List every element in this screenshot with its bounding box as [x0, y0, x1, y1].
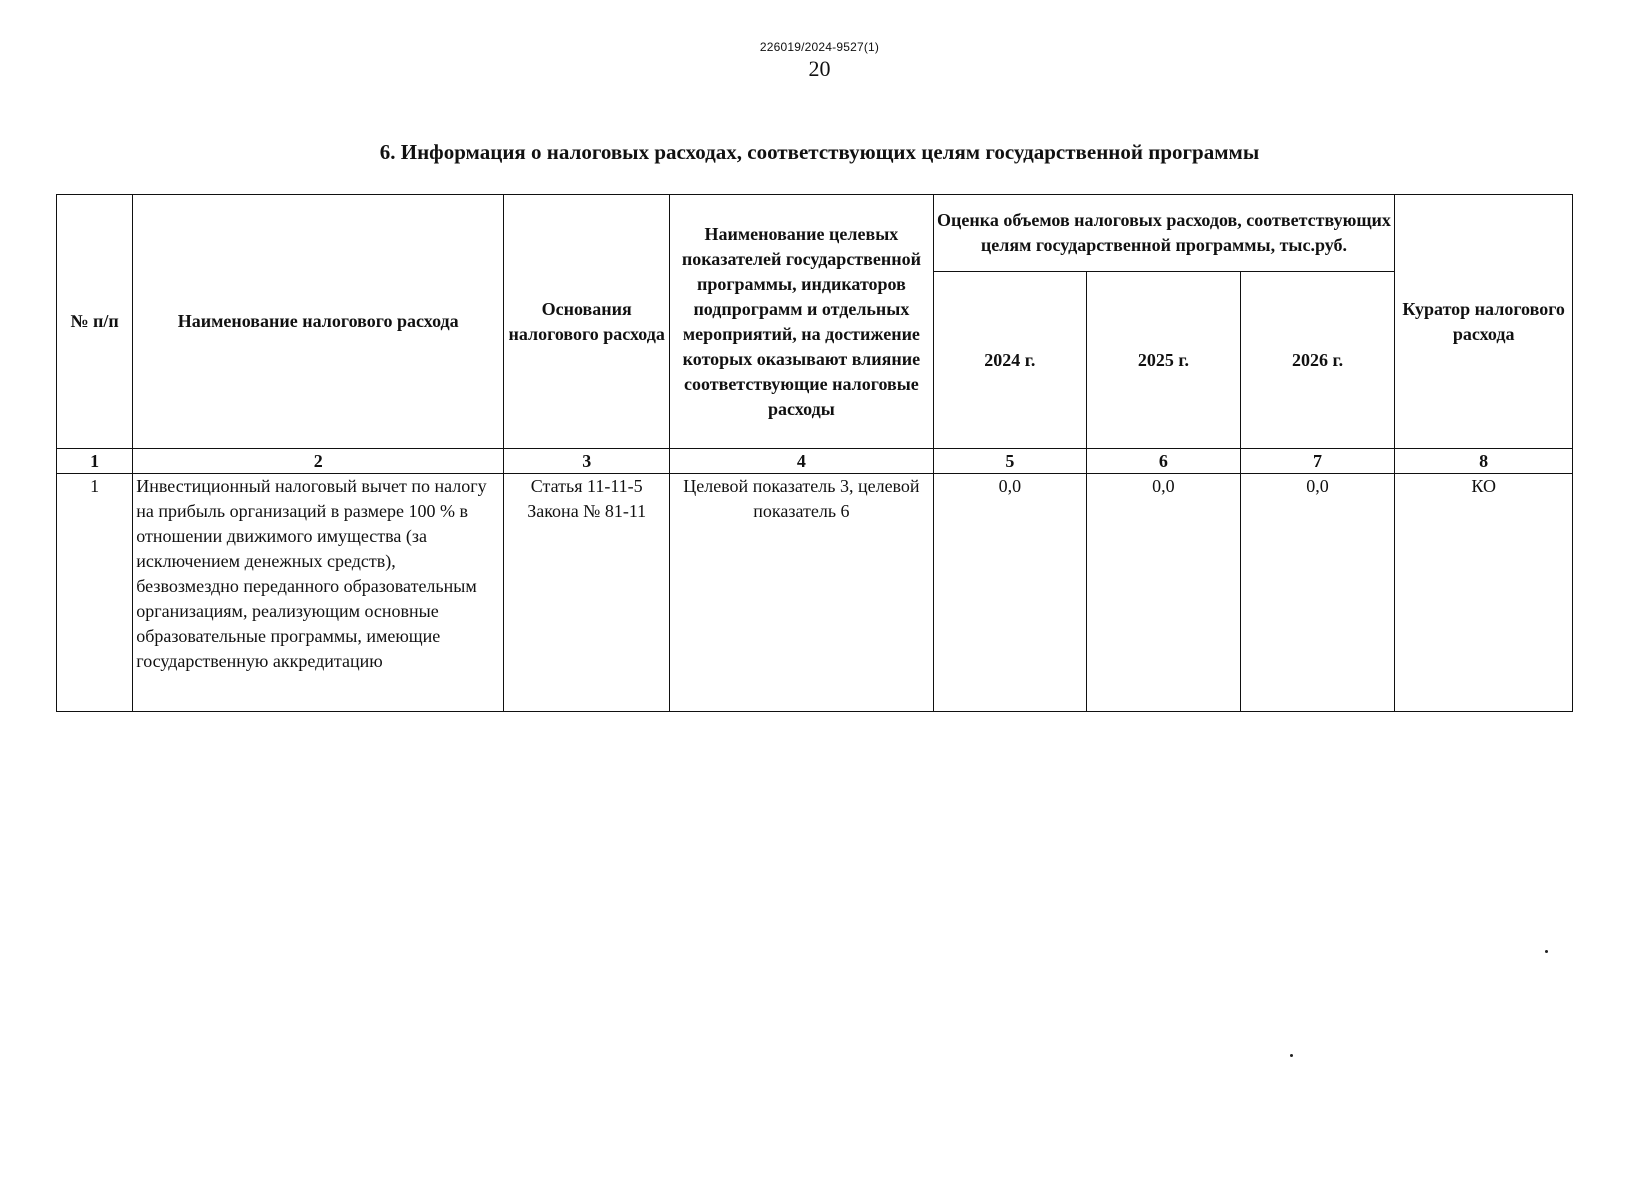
scan-speck: [1290, 1054, 1293, 1057]
row-indicators: Целевой показатель 3, целевой показатель 6: [670, 474, 933, 712]
header-year-2024: 2024 г.: [933, 272, 1087, 449]
header-curator: Куратор налогового расхода: [1395, 195, 1573, 449]
column-number: 2: [133, 449, 504, 474]
row-curator: КО: [1395, 474, 1573, 712]
row-tax-expense-name: Инвестиционный налоговый вычет по налогу на прибыль организаций в размере 100 % в отношении движимого имущества (за исключением денежных средств), безвозмездно переданного образовательным организациям, реализующим основные образовательные программы, имеющие государственную аккредитацию: [133, 474, 504, 712]
header-year-2025: 2025 г.: [1087, 272, 1241, 449]
header-name: Наименование налогового расхода: [133, 195, 504, 449]
column-number: 6: [1087, 449, 1241, 474]
column-number-row: [57, 449, 1573, 474]
document-registration-number: 226019/2024-9527(1): [759, 40, 880, 54]
column-number: 8: [1395, 449, 1573, 474]
row-value-2024: 0,0: [933, 474, 1087, 712]
scan-speck: [1545, 950, 1548, 953]
row-value-2026: 0,0: [1240, 474, 1395, 712]
header-indicators: Наименование целевых показателей государственной программы, индикаторов подпрограмм и отдельных мероприятий, на достижение которых оказывают влияние соответствующие налоговые расходы: [670, 195, 933, 449]
header-estimate-group: Оценка объемов налоговых расходов, соответствующих целям государственной программы, тыс.руб.: [933, 195, 1395, 272]
header-year-2026: 2026 г.: [1240, 272, 1395, 449]
column-number: 5: [933, 449, 1087, 474]
header-row-top: [57, 195, 1573, 272]
table-row: [57, 474, 1573, 712]
column-number: 3: [504, 449, 670, 474]
row-num: 1: [57, 474, 133, 712]
column-number: 7: [1240, 449, 1395, 474]
tax-expenses-table: [56, 194, 1573, 712]
section-title: 6. Информация о налоговых расходах, соответствующих целям государственной программы: [379, 140, 1260, 164]
column-number: 4: [670, 449, 933, 474]
column-number: 1: [57, 449, 133, 474]
page-number: 20: [808, 56, 831, 81]
row-value-2025: 0,0: [1087, 474, 1241, 712]
header-num: № п/п: [57, 195, 133, 449]
header-basis: Основания налогового расхода: [504, 195, 670, 449]
row-basis: Статья 11-11-5 Закона № 81-11: [504, 474, 670, 712]
